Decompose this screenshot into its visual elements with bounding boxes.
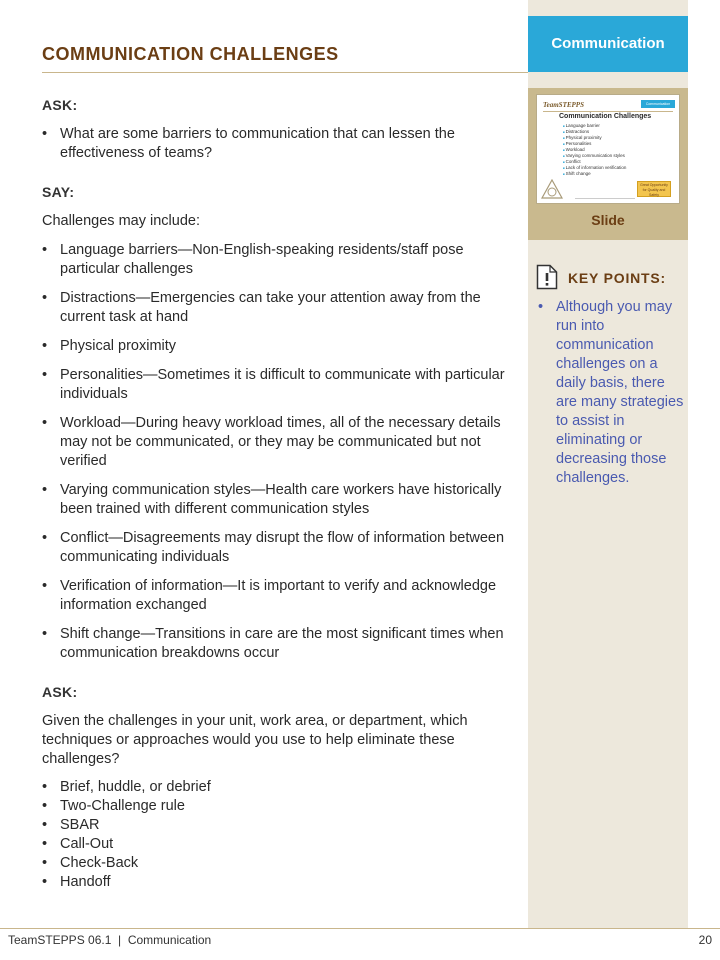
list-item: ■ Personalities: [563, 141, 626, 147]
say-list: [42, 241, 514, 663]
page-title: COMMUNICATION CHALLENGES: [42, 44, 339, 64]
footer-text: TeamSTEPPS 06.1 | Communication: [8, 933, 212, 947]
list-item: • Language barriers—Non-English-speaking residents/staff pose particular challenges: [42, 241, 514, 279]
list-item: • Brief, huddle, or debrief: [42, 778, 514, 797]
ask-heading-1: ASK:: [42, 97, 78, 113]
say-intro: Challenges may include:: [42, 213, 200, 229]
slide-thumb-brand: TeamSTEPPS: [543, 101, 584, 109]
slide-thumb-footer-line: [575, 198, 635, 199]
list-item: • Workload—During heavy workload times, all of the necessary details may not be communicated, or they may be communicated but not verified: [42, 414, 514, 471]
slide-thumb-list: [563, 123, 626, 177]
page-number: 20: [698, 933, 712, 947]
list-item: • Two-Challenge rule: [42, 797, 514, 816]
slide-thumb-tag: Communication: [641, 100, 675, 108]
list-item: • Handoff: [42, 873, 514, 892]
key-points-icon: [536, 264, 558, 290]
list-item: • Personalities—Sometimes it is difficult to communicate with particular individuals: [42, 366, 514, 404]
slide-thumbnail: [536, 94, 680, 204]
list-item: • Distractions—Emergencies can take your attention away from the current task at hand: [42, 289, 514, 327]
main-content: [42, 96, 514, 892]
list-item: ■ Distractions: [563, 129, 626, 135]
list-item: • What are some barriers to communication that can lessen the effectiveness of teams?: [42, 125, 514, 163]
ask-heading-2: ASK:: [42, 684, 78, 700]
list-item: • Varying communication styles—Health care workers have historically been trained with different communication styles: [42, 481, 514, 519]
key-points-heading: KEY POINTS:: [568, 270, 667, 286]
say-heading: SAY:: [42, 184, 75, 200]
technique-list: [42, 778, 514, 892]
slide-thumb-title: Communication Challenges: [559, 113, 652, 120]
slide-thumb-callout: Great Opportunity for Quality and Safety: [637, 181, 671, 197]
list-item: • Although you may run into communication challenges on a daily basis, there are many strategies to assist in eliminating or decreasing those challenges.: [538, 298, 684, 488]
list-item: ■ Shift change: [563, 171, 626, 177]
list-item: ■ Language barrier: [563, 123, 626, 129]
list-item: ■ Conflict: [563, 159, 626, 165]
list-item: ■ Lack of information verification: [563, 165, 626, 171]
list-item: • Verification of information—It is important to verify and acknowledge information exchanged: [42, 577, 514, 615]
list-item: ■ Physical proximity: [563, 135, 626, 141]
list-item: ■ Varying communication styles: [563, 153, 626, 159]
list-item: • Check-Back: [42, 854, 514, 873]
ask-list-1: [42, 125, 514, 163]
key-points-list: [538, 298, 684, 488]
slide-label: Slide: [591, 212, 625, 228]
slide-thumb-divider: [543, 111, 673, 112]
ask-question-2: Given the challenges in your unit, work area, or department, which techniques or approaches would you use to help eliminate these challenges?: [42, 713, 468, 767]
list-item: • SBAR: [42, 816, 514, 835]
list-item: • Call-Out: [42, 835, 514, 854]
list-item: • Physical proximity: [42, 337, 514, 356]
list-item: • Conflict—Disagreements may disrupt the flow of information between communicating individuals: [42, 529, 514, 567]
teamstepps-logo-icon: [541, 179, 563, 199]
list-item: • Shift change—Transitions in care are the most significant times when communication breakdowns occur: [42, 625, 514, 663]
title-divider: [42, 72, 528, 73]
module-tab: Communication: [528, 16, 688, 72]
list-item: ■ Workload: [563, 147, 626, 153]
footer-divider: [0, 928, 720, 929]
